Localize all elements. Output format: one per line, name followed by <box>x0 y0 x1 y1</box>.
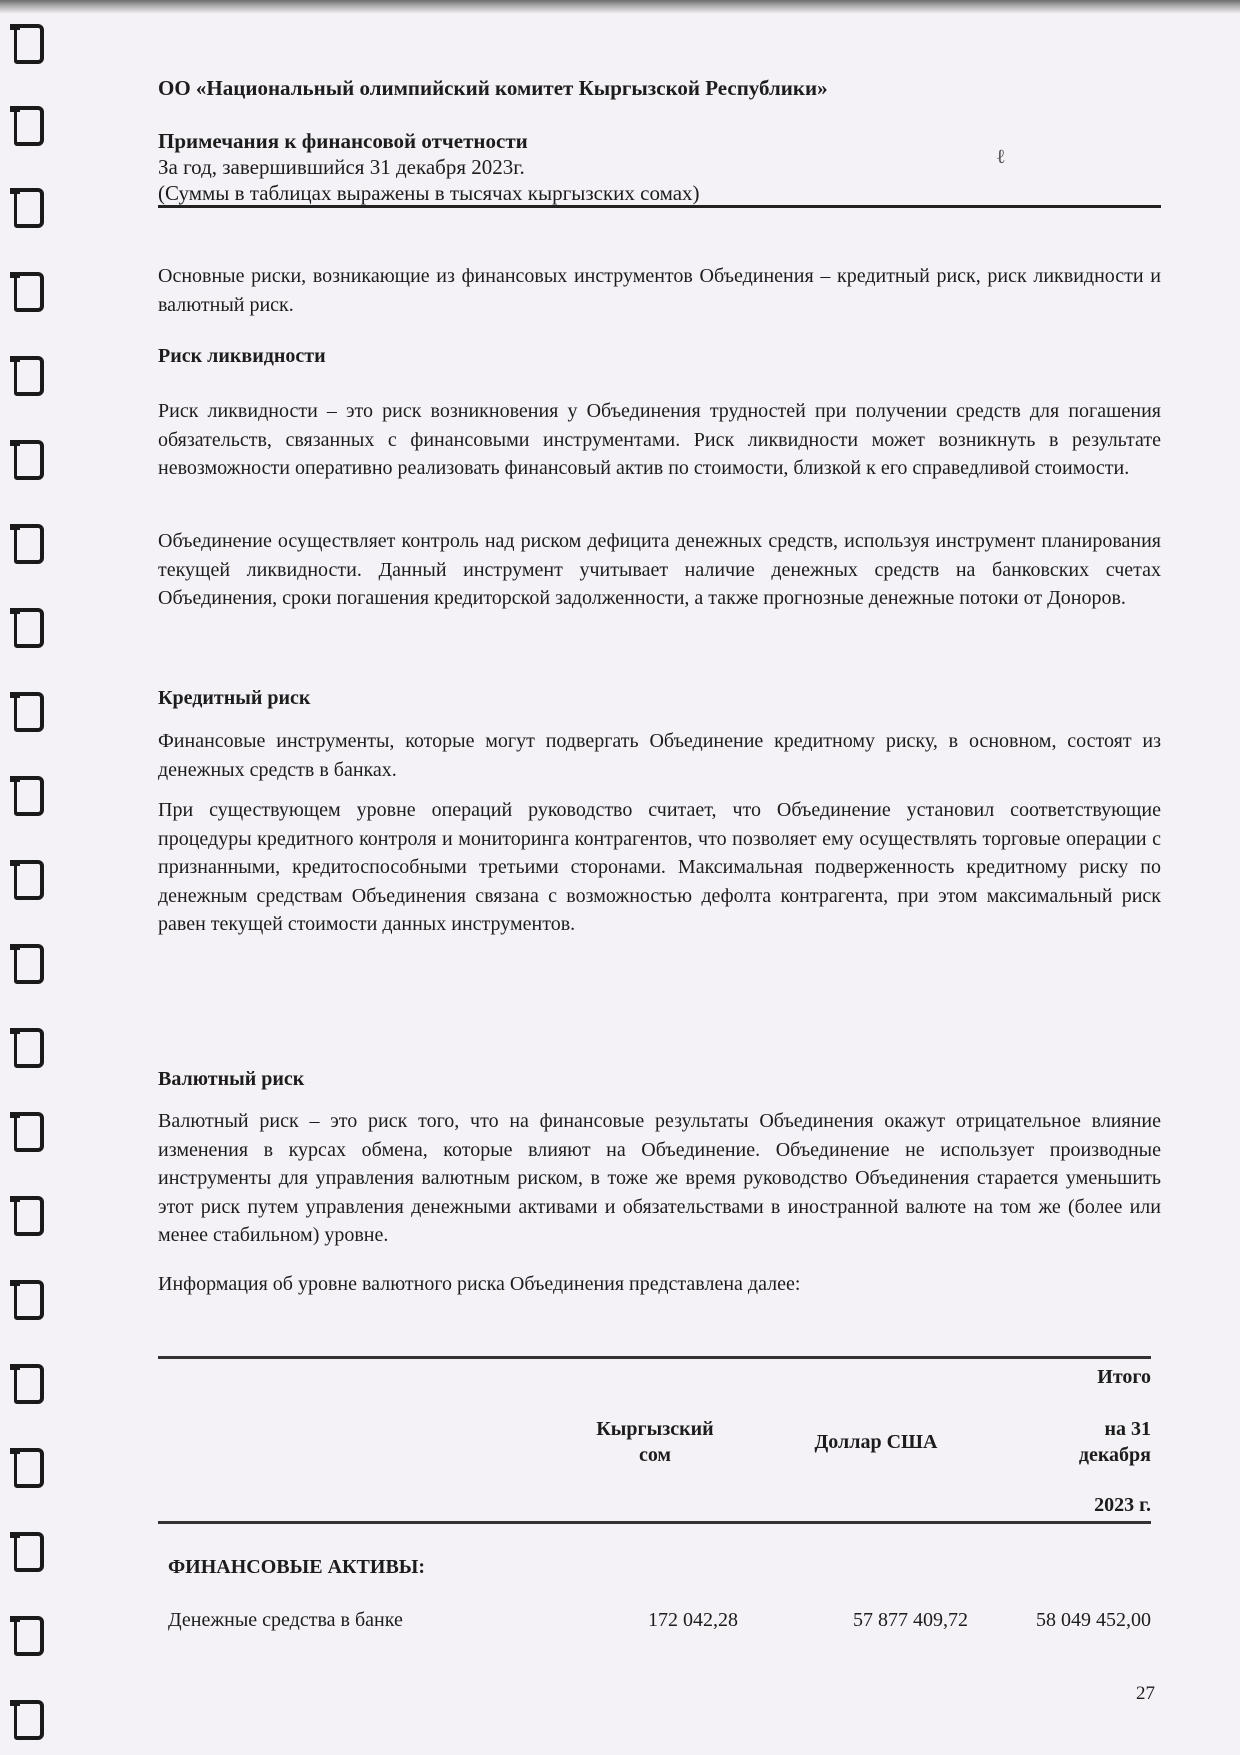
organization-title: ОО «Национальный олимпийский комитет Кыргызской Республики» <box>158 76 828 100</box>
col-header-total <box>1026 1416 1151 1468</box>
col-header-total-line-2: на 31 <box>1104 1418 1151 1440</box>
binding-ring <box>14 608 44 648</box>
binding-ring <box>14 188 44 228</box>
binding-ring <box>14 860 44 900</box>
report-period: За год, завершившийся 31 декабря 2023г. <box>158 155 525 179</box>
table-cell-kgs: 172 042,28 <box>648 1609 738 1631</box>
report-units: (Суммы в таблицах выражены в тысячах кыргызских сомах) <box>158 181 700 205</box>
col-header-total-1: Итого <box>1097 1366 1151 1388</box>
scan-top-edge <box>0 0 1240 14</box>
table-top-rule <box>158 1356 1151 1359</box>
financial-assets-section: ФИНАНСОВЫЕ АКТИВЫ: <box>168 1556 426 1578</box>
notes-title: Примечания к финансовой отчетности <box>158 129 528 153</box>
col-header-usd: Доллар США <box>814 1431 938 1453</box>
liquidity-paragraph-1: Риск ликвидности – это риск возникновения у Объединения трудностей при получении средств для погашения обязательств, связанных с финансовыми инструментами. Риск ликвидности может возникнуть в результате невозможности оперативно реализовать финансовый актив по стоимости, близкой к его справедливой стоимости. <box>158 400 1161 479</box>
stray-pen-mark: ℓ <box>996 146 1006 168</box>
binding-ring <box>14 944 44 984</box>
binding-ring <box>14 272 44 312</box>
report-header <box>158 128 700 206</box>
col-header-total-line-3: декабря <box>1078 1444 1151 1466</box>
credit-heading: Кредитный риск <box>158 687 311 709</box>
col-header-kgs-line-2: сом <box>638 1444 672 1466</box>
binding-ring <box>14 1448 44 1488</box>
binding-ring <box>14 692 44 732</box>
liquidity-heading: Риск ликвидности <box>158 345 326 367</box>
page-number: 27 <box>1136 1683 1155 1704</box>
col-header-kgs <box>570 1416 740 1468</box>
binding-ring <box>14 1196 44 1236</box>
table-cell-usd: 57 877 409,72 <box>853 1609 968 1631</box>
binding-ring <box>14 440 44 480</box>
header-rule <box>158 205 1161 208</box>
binding-ring <box>14 1280 44 1320</box>
binding-ring <box>14 356 44 396</box>
currency-paragraph-2: Информация об уровне валютного риска Объединения представлена далее: <box>158 1273 801 1295</box>
currency-heading: Валютный риск <box>158 1068 305 1090</box>
binding-ring <box>14 1616 44 1656</box>
binding-ring <box>14 24 44 64</box>
intro-paragraph: Основные риски, возникающие из финансовых инструментов Объединения – кредитный риск, риск ликвидности и валютный риск. <box>158 265 1161 316</box>
binding-ring <box>14 1364 44 1404</box>
currency-paragraph-1: Валютный риск – это риск того, что на финансовые результаты Объединения окажут отрицательное влияние изменения в курсах обмена, которые влияют на Объединение. Объединение не использует производные инструменты для управления валютным риском, в тоже же время руководство Объединения старается уменьшить этот риск путем управления денежными активами и обязательствами в иностранной валюте на том же (более или менее стабильном) уровне. <box>158 1110 1161 1246</box>
binding-ring <box>14 1700 44 1740</box>
table-cell-total: 58 049 452,00 <box>1036 1609 1151 1631</box>
binding-ring <box>14 524 44 564</box>
col-header-total-year: 2023 г. <box>1094 1494 1151 1516</box>
binding-ring <box>14 776 44 816</box>
binding-ring <box>14 1028 44 1068</box>
liquidity-paragraph-2: Объединение осуществляет контроль над риском дефицита денежных средств, используя инструмент планирования текущей ликвидности. Данный инструмент учитывает наличие денежных средств на банковских счетах Объединения, сроки погашения кредиторской задолженности, а также прогнозные денежные потоки от Доноров. <box>158 530 1161 609</box>
binding-ring <box>14 1532 44 1572</box>
credit-paragraph-1: Финансовые инструменты, которые могут подвергать Объединение кредитному риску, в основном, состоят из денежных средств в банках. <box>158 730 1161 781</box>
binding-ring <box>14 106 44 146</box>
binding-ring <box>14 1112 44 1152</box>
spiral-binding <box>0 0 58 1755</box>
table-row-label: Денежные средства в банке <box>168 1609 403 1631</box>
table-header-rule <box>158 1521 1151 1524</box>
credit-paragraph-2: При существующем уровне операций руководство считает, что Объединение установил соответствующие процедуры кредитного контроля и мониторинга контрагентов, что позволяет ему осуществлять торговые операции с признанными, кредитоспособными третьими сторонами. Максимальная подверженность кредитному риску по денежным средствам Объединения связана с возможностью дефолта контрагента, при этом максимальный риск равен текущей стоимости данных инструментов. <box>158 799 1161 935</box>
col-header-kgs-line-1: Кыргызский <box>596 1418 714 1440</box>
